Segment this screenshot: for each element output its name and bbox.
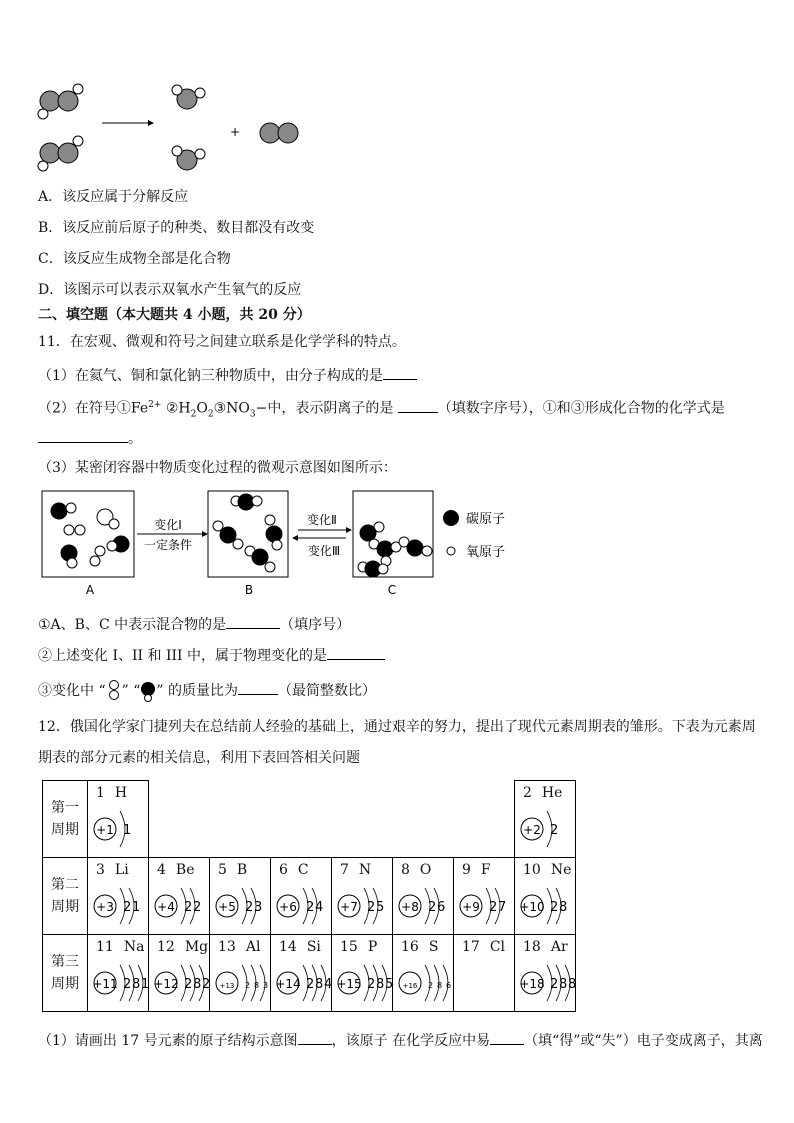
q11-part1-text: （1）在氦气、铜和氯化钠三种物质中，由分子构成的是 <box>38 368 383 384</box>
element-cell <box>210 858 271 935</box>
electron-count: 2 <box>306 977 315 992</box>
element-symbol: Be <box>175 862 195 878</box>
element-cell <box>454 935 515 1012</box>
q12-part1 <box>38 1030 763 1050</box>
q11-sub1 <box>38 614 350 634</box>
option-a: A．该反应属于分解反应 <box>38 189 189 205</box>
electron-count: 3 <box>254 900 263 915</box>
element-header <box>401 862 431 878</box>
nuclear-charge: +1 <box>96 823 114 837</box>
electron-count: 4 <box>315 900 324 915</box>
electron-count: 2 <box>193 900 202 915</box>
subscript: 2 <box>190 409 197 420</box>
electron-count: 3 <box>263 981 269 990</box>
answer-blank[interactable] <box>383 365 417 380</box>
nuclear-charge: +16 <box>402 982 418 990</box>
element-header <box>96 785 127 801</box>
oxygen-legend-icon <box>447 547 455 555</box>
element-symbol: Li <box>114 862 129 878</box>
nuclear-charge: +15 <box>336 977 362 991</box>
atomic-structure-diagram <box>397 882 453 930</box>
element-header <box>462 862 491 878</box>
element-cell <box>393 858 454 935</box>
box-label-b: B <box>244 583 254 597</box>
subscript: 2 <box>207 409 214 420</box>
electron-count: 1 <box>141 977 150 992</box>
electron-count: 8 <box>559 977 568 992</box>
electron-count: 8 <box>376 977 385 992</box>
atomic-number: 13 <box>218 939 236 955</box>
periodic-table <box>42 780 576 1012</box>
element-cell <box>515 781 576 858</box>
section-title: 二、填空题（本大题共 4 小题，共 20 分） <box>38 307 311 323</box>
element-cell <box>454 858 515 935</box>
q11-sub3-text: ” 的质量比为 <box>156 683 238 699</box>
q11-part2-text: O <box>196 400 208 417</box>
element-symbol: S <box>428 939 439 955</box>
element-N <box>332 858 392 934</box>
atomic-structure-diagram <box>153 882 209 930</box>
product-molecule <box>260 123 298 143</box>
q12-part1-text: ，该原子 在化学反应中易 <box>331 1033 491 1049</box>
q11-part2-text: −中，表示阴离子的是 <box>255 400 394 417</box>
condition-label: 一定条件 <box>143 538 193 552</box>
nuclear-charge: +13 <box>219 982 235 990</box>
element-S <box>393 935 453 1011</box>
atomic-number: 12 <box>157 939 175 955</box>
electron-count: 2 <box>123 900 132 915</box>
atomic-structure-diagram <box>336 882 392 930</box>
legend-carbon: 碳原子 <box>466 512 506 527</box>
q11-part2-text: ②H <box>161 400 191 417</box>
q12-stem-line1: 12．俄国化学家门捷列夫在总结前人经验的基础上，通过艰辛的努力，提出了现代元素周期表的雏形。下表为元素周 <box>38 719 756 735</box>
element-cell <box>88 858 149 935</box>
element-header <box>218 939 260 955</box>
element-Ne <box>515 858 575 934</box>
change-1-label: 变化Ⅰ <box>154 518 182 532</box>
element-H <box>88 781 148 857</box>
nuclear-charge: +2 <box>523 823 541 837</box>
element-cell <box>149 935 210 1012</box>
q11-sub3 <box>38 680 376 702</box>
element-symbol: Ne <box>550 862 572 878</box>
electron-count: 2 <box>202 977 211 992</box>
electron-count: 4 <box>324 977 333 992</box>
element-symbol: Cl <box>489 939 506 955</box>
element-header <box>279 939 321 955</box>
period-label: 第三 周期 <box>43 935 88 1012</box>
atomic-number: 16 <box>401 939 419 955</box>
atomic-number: 15 <box>340 939 358 955</box>
element-symbol: B <box>236 862 248 878</box>
answer-blank[interactable] <box>38 428 128 443</box>
element-Be <box>149 858 209 934</box>
nuclear-charge: +14 <box>275 977 301 991</box>
nuclear-charge: +7 <box>340 900 358 914</box>
change-2-label: 变化Ⅱ <box>307 513 337 527</box>
element-symbol: Na <box>123 939 145 955</box>
atomic-number: 4 <box>157 862 166 878</box>
element-header <box>523 939 568 955</box>
nuclear-charge: +3 <box>96 900 114 914</box>
element-header <box>96 939 144 955</box>
electron-count: 2 <box>245 981 251 990</box>
element-Si <box>271 935 331 1011</box>
box-label-a: A <box>85 583 95 597</box>
electron-count: 5 <box>385 977 394 992</box>
q11-part2-text: ③NO <box>213 400 250 417</box>
element-header <box>279 862 309 878</box>
atomic-number: 17 <box>462 939 480 955</box>
q12-stem-line2: 期表的部分元素的相关信息，利用下表回答相关问题 <box>38 750 360 766</box>
atomic-number: 5 <box>218 862 227 878</box>
element-header <box>340 862 371 878</box>
electron-count: 2 <box>184 977 193 992</box>
change-3-label: 变化Ⅲ <box>307 544 341 558</box>
element-F <box>454 858 514 934</box>
q11-sub3-text: ” “ <box>121 683 141 699</box>
atomic-structure-diagram <box>92 959 148 1007</box>
q11-sub3-text: ③变化中 “ <box>38 683 106 699</box>
q11-part1 <box>38 365 417 385</box>
atomic-number: 6 <box>279 862 288 878</box>
element-symbol: P <box>367 939 378 955</box>
nuclear-charge: +12 <box>153 977 179 991</box>
electron-count: 2 <box>245 900 254 915</box>
atomic-number: 18 <box>523 939 541 955</box>
element-cell <box>149 858 210 935</box>
atomic-number: 9 <box>462 862 471 878</box>
carbon-legend-icon <box>443 510 459 526</box>
element-cell <box>210 935 271 1012</box>
atomic-structure-diagram <box>275 882 331 930</box>
electron-count: 2 <box>550 823 559 838</box>
electron-count: 8 <box>568 977 577 992</box>
element-symbol: C <box>297 862 309 878</box>
electron-count: 1 <box>132 900 141 915</box>
table-gap <box>149 781 515 858</box>
element-symbol: Mg <box>184 939 209 955</box>
superscript: 2+ <box>148 400 162 410</box>
period-label: 第一 周期 <box>43 781 88 858</box>
q11-part2-text: （2）在符号①Fe <box>38 400 149 417</box>
atomic-structure-diagram <box>275 959 331 1007</box>
period-mark: 。 <box>128 431 142 447</box>
electron-count: 8 <box>559 900 568 915</box>
answer-blank[interactable] <box>327 645 385 660</box>
element-C <box>271 858 331 934</box>
answer-blank[interactable] <box>490 1030 524 1045</box>
electron-count: 2 <box>428 981 434 990</box>
electron-count: 8 <box>193 977 202 992</box>
element-symbol: Si <box>306 939 321 955</box>
element-header <box>462 939 505 955</box>
q12-part1-text: （1）请画出 17 号元素的原子结构示意图 <box>38 1033 298 1049</box>
answer-blank[interactable] <box>398 398 438 413</box>
element-cell <box>88 935 149 1012</box>
element-symbol: Ar <box>550 939 568 955</box>
element-cell <box>271 858 332 935</box>
element-header <box>340 939 377 955</box>
atomic-structure-diagram <box>519 959 575 1007</box>
element-header <box>157 862 195 878</box>
atomic-structure-diagram <box>92 882 148 930</box>
electron-count: 5 <box>376 900 385 915</box>
atomic-number: 7 <box>340 862 349 878</box>
atomic-structure-diagram <box>92 805 148 853</box>
element-symbol: O <box>419 862 432 878</box>
element-Na <box>88 935 148 1011</box>
element-symbol: Al <box>245 939 261 955</box>
reaction-diagram <box>30 78 330 178</box>
element-symbol: He <box>541 785 563 801</box>
atomic-number: 14 <box>279 939 297 955</box>
element-cell <box>271 935 332 1012</box>
q12-part1-text: （填“得”或“失”）电子变成离子，其离 <box>524 1033 763 1049</box>
plus-sign: + <box>230 125 241 139</box>
subscript: 3 <box>249 409 256 420</box>
q11-part2 <box>38 396 725 423</box>
q11-stem: 11．在宏观、微观和符号之间建立联系是化学学科的特点。 <box>38 334 406 350</box>
element-header <box>523 785 562 801</box>
element-cell <box>515 935 576 1012</box>
atomic-structure-diagram <box>519 805 575 853</box>
electron-count: 7 <box>498 900 507 915</box>
option-d: D．该图示可以表示双氧水产生氧气的反应 <box>38 282 302 298</box>
electron-count: 2 <box>489 900 498 915</box>
element-Cl <box>454 935 514 1011</box>
element-Li <box>88 858 148 934</box>
element-cell <box>332 935 393 1012</box>
electron-count: 2 <box>306 900 315 915</box>
electron-count: 8 <box>254 981 260 990</box>
option-b: B．该反应前后原子的种类、数目都没有改变 <box>38 220 315 236</box>
q11-sub1-text: ①A、B、C 中表示混合物的是 <box>38 617 227 633</box>
element-B <box>210 858 270 934</box>
element-symbol: F <box>480 862 491 878</box>
electron-count: 2 <box>123 977 132 992</box>
electron-count: 2 <box>184 900 193 915</box>
box-label-c: C <box>387 583 397 597</box>
atomic-number: 2 <box>523 785 532 801</box>
electron-count: 8 <box>132 977 141 992</box>
atomic-number: 1 <box>96 785 105 801</box>
element-He <box>515 781 575 857</box>
element-cell <box>515 858 576 935</box>
electron-count: 6 <box>437 900 446 915</box>
oxygen-molecule-icon <box>106 680 122 702</box>
atomic-number: 3 <box>96 862 105 878</box>
atomic-number: 10 <box>523 862 541 878</box>
atomic-structure-diagram <box>397 959 453 1007</box>
container-diagram <box>40 487 540 602</box>
atomic-number: 11 <box>96 939 114 955</box>
q11-sub3-note: （最简整数比） <box>277 683 376 699</box>
element-Al <box>210 935 270 1011</box>
atomic-number: 8 <box>401 862 410 878</box>
carbon-dioxide-icon <box>140 680 156 702</box>
reactant-molecule <box>38 84 83 119</box>
nuclear-charge: +10 <box>519 900 545 914</box>
q11-part2-text: （填数字序号），①和③形成化合物的化学式是 <box>437 400 725 417</box>
electron-count: 2 <box>550 977 559 992</box>
element-cell <box>332 858 393 935</box>
q11-sub1-note: （填序号） <box>280 617 351 633</box>
nuclear-charge: +11 <box>92 977 118 991</box>
product-molecule <box>172 85 205 109</box>
period-label: 第二 周期 <box>43 858 88 935</box>
element-cell <box>393 935 454 1012</box>
electron-count: 8 <box>315 977 324 992</box>
element-header <box>523 862 571 878</box>
answer-blank[interactable] <box>226 614 280 629</box>
nuclear-charge: +18 <box>519 977 545 991</box>
element-header <box>96 862 129 878</box>
atomic-structure-diagram <box>153 959 209 1007</box>
electron-count: 2 <box>367 977 376 992</box>
nuclear-charge: +9 <box>462 900 480 914</box>
element-Mg <box>149 935 209 1011</box>
element-header <box>401 939 438 955</box>
q11-sub2-text: ②上述变化 I、II 和 III 中，属于物理变化的是 <box>38 648 327 664</box>
electron-count: 2 <box>550 900 559 915</box>
element-symbol: H <box>114 785 128 801</box>
element-header <box>157 939 208 955</box>
electron-count: 8 <box>437 981 443 990</box>
electron-count: 2 <box>428 900 437 915</box>
electron-count: 1 <box>123 823 132 838</box>
reactant-molecule <box>38 136 83 171</box>
electron-count: 2 <box>367 900 376 915</box>
answer-blank[interactable] <box>238 680 278 695</box>
legend-oxygen: 氧原子 <box>466 545 506 560</box>
q11-sub2 <box>38 645 385 665</box>
nuclear-charge: +6 <box>279 900 297 914</box>
atomic-structure-diagram <box>519 882 575 930</box>
element-O <box>393 858 453 934</box>
electron-count: 6 <box>446 981 452 990</box>
product-molecule <box>172 146 205 170</box>
q11-part2-cont <box>38 428 142 448</box>
element-Ar <box>515 935 575 1011</box>
nuclear-charge: +8 <box>401 900 419 914</box>
option-c: C．该反应生成物全部是化合物 <box>38 251 231 267</box>
element-P <box>332 935 392 1011</box>
answer-blank[interactable] <box>298 1030 332 1045</box>
element-header <box>218 862 247 878</box>
element-cell <box>88 781 149 858</box>
atomic-structure-diagram <box>214 882 270 930</box>
atomic-structure-diagram <box>458 882 514 930</box>
atomic-structure-diagram <box>214 959 270 1007</box>
q11-part3: （3）某密闭容器中物质变化过程的微观示意图如图所示： <box>38 460 397 476</box>
element-symbol: N <box>358 862 372 878</box>
atomic-structure-diagram <box>336 959 392 1007</box>
nuclear-charge: +5 <box>218 900 236 914</box>
nuclear-charge: +4 <box>157 900 175 914</box>
reaction-arrow <box>102 120 154 126</box>
